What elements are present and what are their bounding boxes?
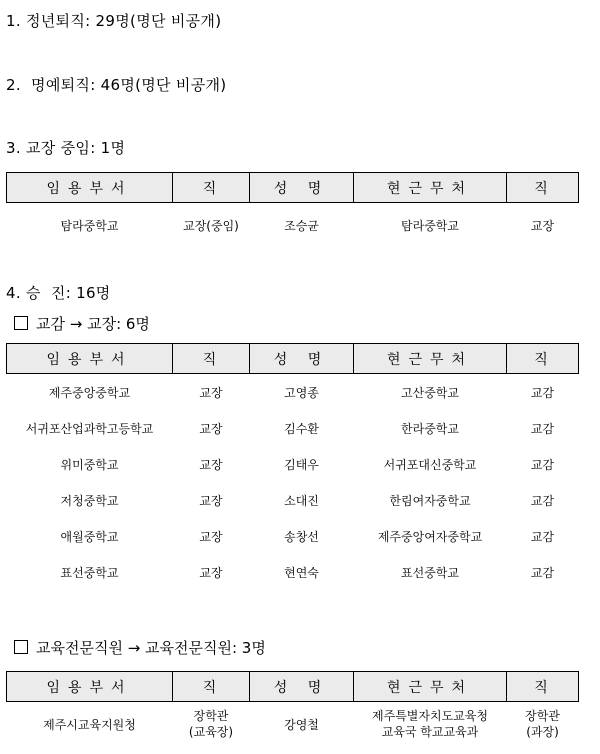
table-reappointment bbox=[6, 172, 579, 247]
cell-position: 교장 bbox=[199, 565, 223, 580]
cell-dept: 표선중학교 bbox=[60, 565, 119, 580]
cell-position: 교장 bbox=[199, 529, 223, 544]
section-promotion: 4. 승 진: 16명 bbox=[6, 284, 111, 302]
cell-dept: 탐라중학교 bbox=[60, 218, 119, 233]
section-principal-reappointment: 3. 교장 중임: 1명 bbox=[6, 139, 126, 157]
cell-current-position: 교감 bbox=[530, 421, 555, 436]
cell-current-workplace: 한라중학교 bbox=[401, 421, 459, 436]
table-row bbox=[7, 446, 579, 482]
table-row bbox=[7, 374, 579, 411]
checkbox-icon bbox=[14, 640, 28, 654]
header-current-position: 직 bbox=[507, 344, 579, 374]
cell-position: 교장(중임) bbox=[183, 218, 239, 233]
table-header-row bbox=[7, 344, 579, 374]
header-position: 직 bbox=[173, 344, 250, 374]
table-row bbox=[7, 702, 579, 747]
cell-current-workplace: 서귀포대신중학교 bbox=[383, 457, 477, 472]
cell-position: 교장 bbox=[199, 457, 223, 472]
cell-current-workplace: 표선중학교 bbox=[401, 565, 459, 580]
header-current-position: 직 bbox=[507, 173, 579, 203]
subsection-label: 교육전문직원 → 교육전문직원: 3명 bbox=[36, 639, 266, 657]
cell-position: 교장 bbox=[199, 421, 223, 436]
cell-position: 장학관 (교육장) bbox=[188, 709, 234, 739]
cell-current-position: 교감 bbox=[530, 493, 555, 508]
section-honorary-retirement: 2. 명예퇴직: 46명(명단 비공개) bbox=[6, 76, 227, 94]
table-education-staff bbox=[6, 671, 579, 746]
section-retirement: 1. 정년퇴직: 29명(명단 비공개) bbox=[6, 12, 222, 30]
header-position: 직 bbox=[173, 173, 250, 203]
cell-current-workplace: 탐라중학교 bbox=[401, 218, 459, 233]
header-position: 직 bbox=[173, 672, 250, 702]
cell-current-workplace: 제주특별자치도교육청 교육국 학교교육과 bbox=[372, 709, 488, 739]
cell-current-position: 교감 bbox=[530, 385, 555, 400]
header-name: 성 명 bbox=[250, 344, 354, 374]
header-current: 현근무처 bbox=[354, 344, 507, 374]
cell-dept: 서귀포산업과학고등학교 bbox=[25, 421, 154, 436]
subsection-education-staff bbox=[14, 637, 266, 658]
table-row bbox=[7, 482, 579, 518]
cell-current-position: 교감 bbox=[530, 457, 555, 472]
cell-position: 교장 bbox=[199, 385, 223, 400]
cell-position: 교장 bbox=[199, 493, 223, 508]
cell-current-workplace: 제주중앙여자중학교 bbox=[377, 529, 483, 544]
cell-name: 소대진 bbox=[284, 493, 319, 508]
header-name: 성 명 bbox=[250, 173, 354, 203]
cell-dept: 저청중학교 bbox=[60, 493, 119, 508]
table-row bbox=[7, 410, 579, 446]
cell-name: 김수환 bbox=[284, 421, 319, 436]
checkbox-icon bbox=[14, 316, 28, 330]
cell-name: 현연숙 bbox=[284, 565, 319, 580]
header-dept: 임용부서 bbox=[7, 173, 173, 203]
cell-dept: 애월중학교 bbox=[60, 529, 119, 544]
cell-name: 고영종 bbox=[284, 385, 319, 400]
header-current: 현근무처 bbox=[354, 173, 507, 203]
table-row bbox=[7, 518, 579, 554]
table-header-row bbox=[7, 173, 579, 203]
cell-name: 조승균 bbox=[284, 218, 319, 233]
cell-current-workplace: 고산중학교 bbox=[401, 385, 459, 400]
table-header-row bbox=[7, 672, 579, 702]
header-name: 성 명 bbox=[250, 672, 354, 702]
cell-dept: 제주시교육지원청 bbox=[43, 717, 136, 732]
header-current: 현근무처 bbox=[354, 672, 507, 702]
table-promotion bbox=[6, 343, 579, 590]
cell-name: 송창선 bbox=[284, 529, 319, 544]
cell-current-position: 교감 bbox=[530, 529, 555, 544]
subsection-vice-to-principal bbox=[14, 313, 150, 334]
cell-current-position: 교감 bbox=[530, 565, 555, 580]
cell-current-position: 장학관 (과장) bbox=[525, 709, 560, 739]
cell-dept: 위미중학교 bbox=[60, 457, 119, 472]
header-dept: 임용부서 bbox=[7, 344, 173, 374]
table-row bbox=[7, 554, 579, 590]
header-current-position: 직 bbox=[507, 672, 579, 702]
subsection-label: 교감 → 교장: 6명 bbox=[36, 315, 150, 333]
cell-name: 강영철 bbox=[284, 717, 319, 732]
table-row bbox=[7, 203, 579, 248]
header-dept: 임용부서 bbox=[7, 672, 173, 702]
cell-current-position: 교장 bbox=[530, 218, 555, 233]
cell-name: 김태우 bbox=[284, 457, 319, 472]
cell-current-workplace: 한림여자중학교 bbox=[389, 493, 471, 508]
cell-dept: 제주중앙중학교 bbox=[48, 385, 131, 400]
